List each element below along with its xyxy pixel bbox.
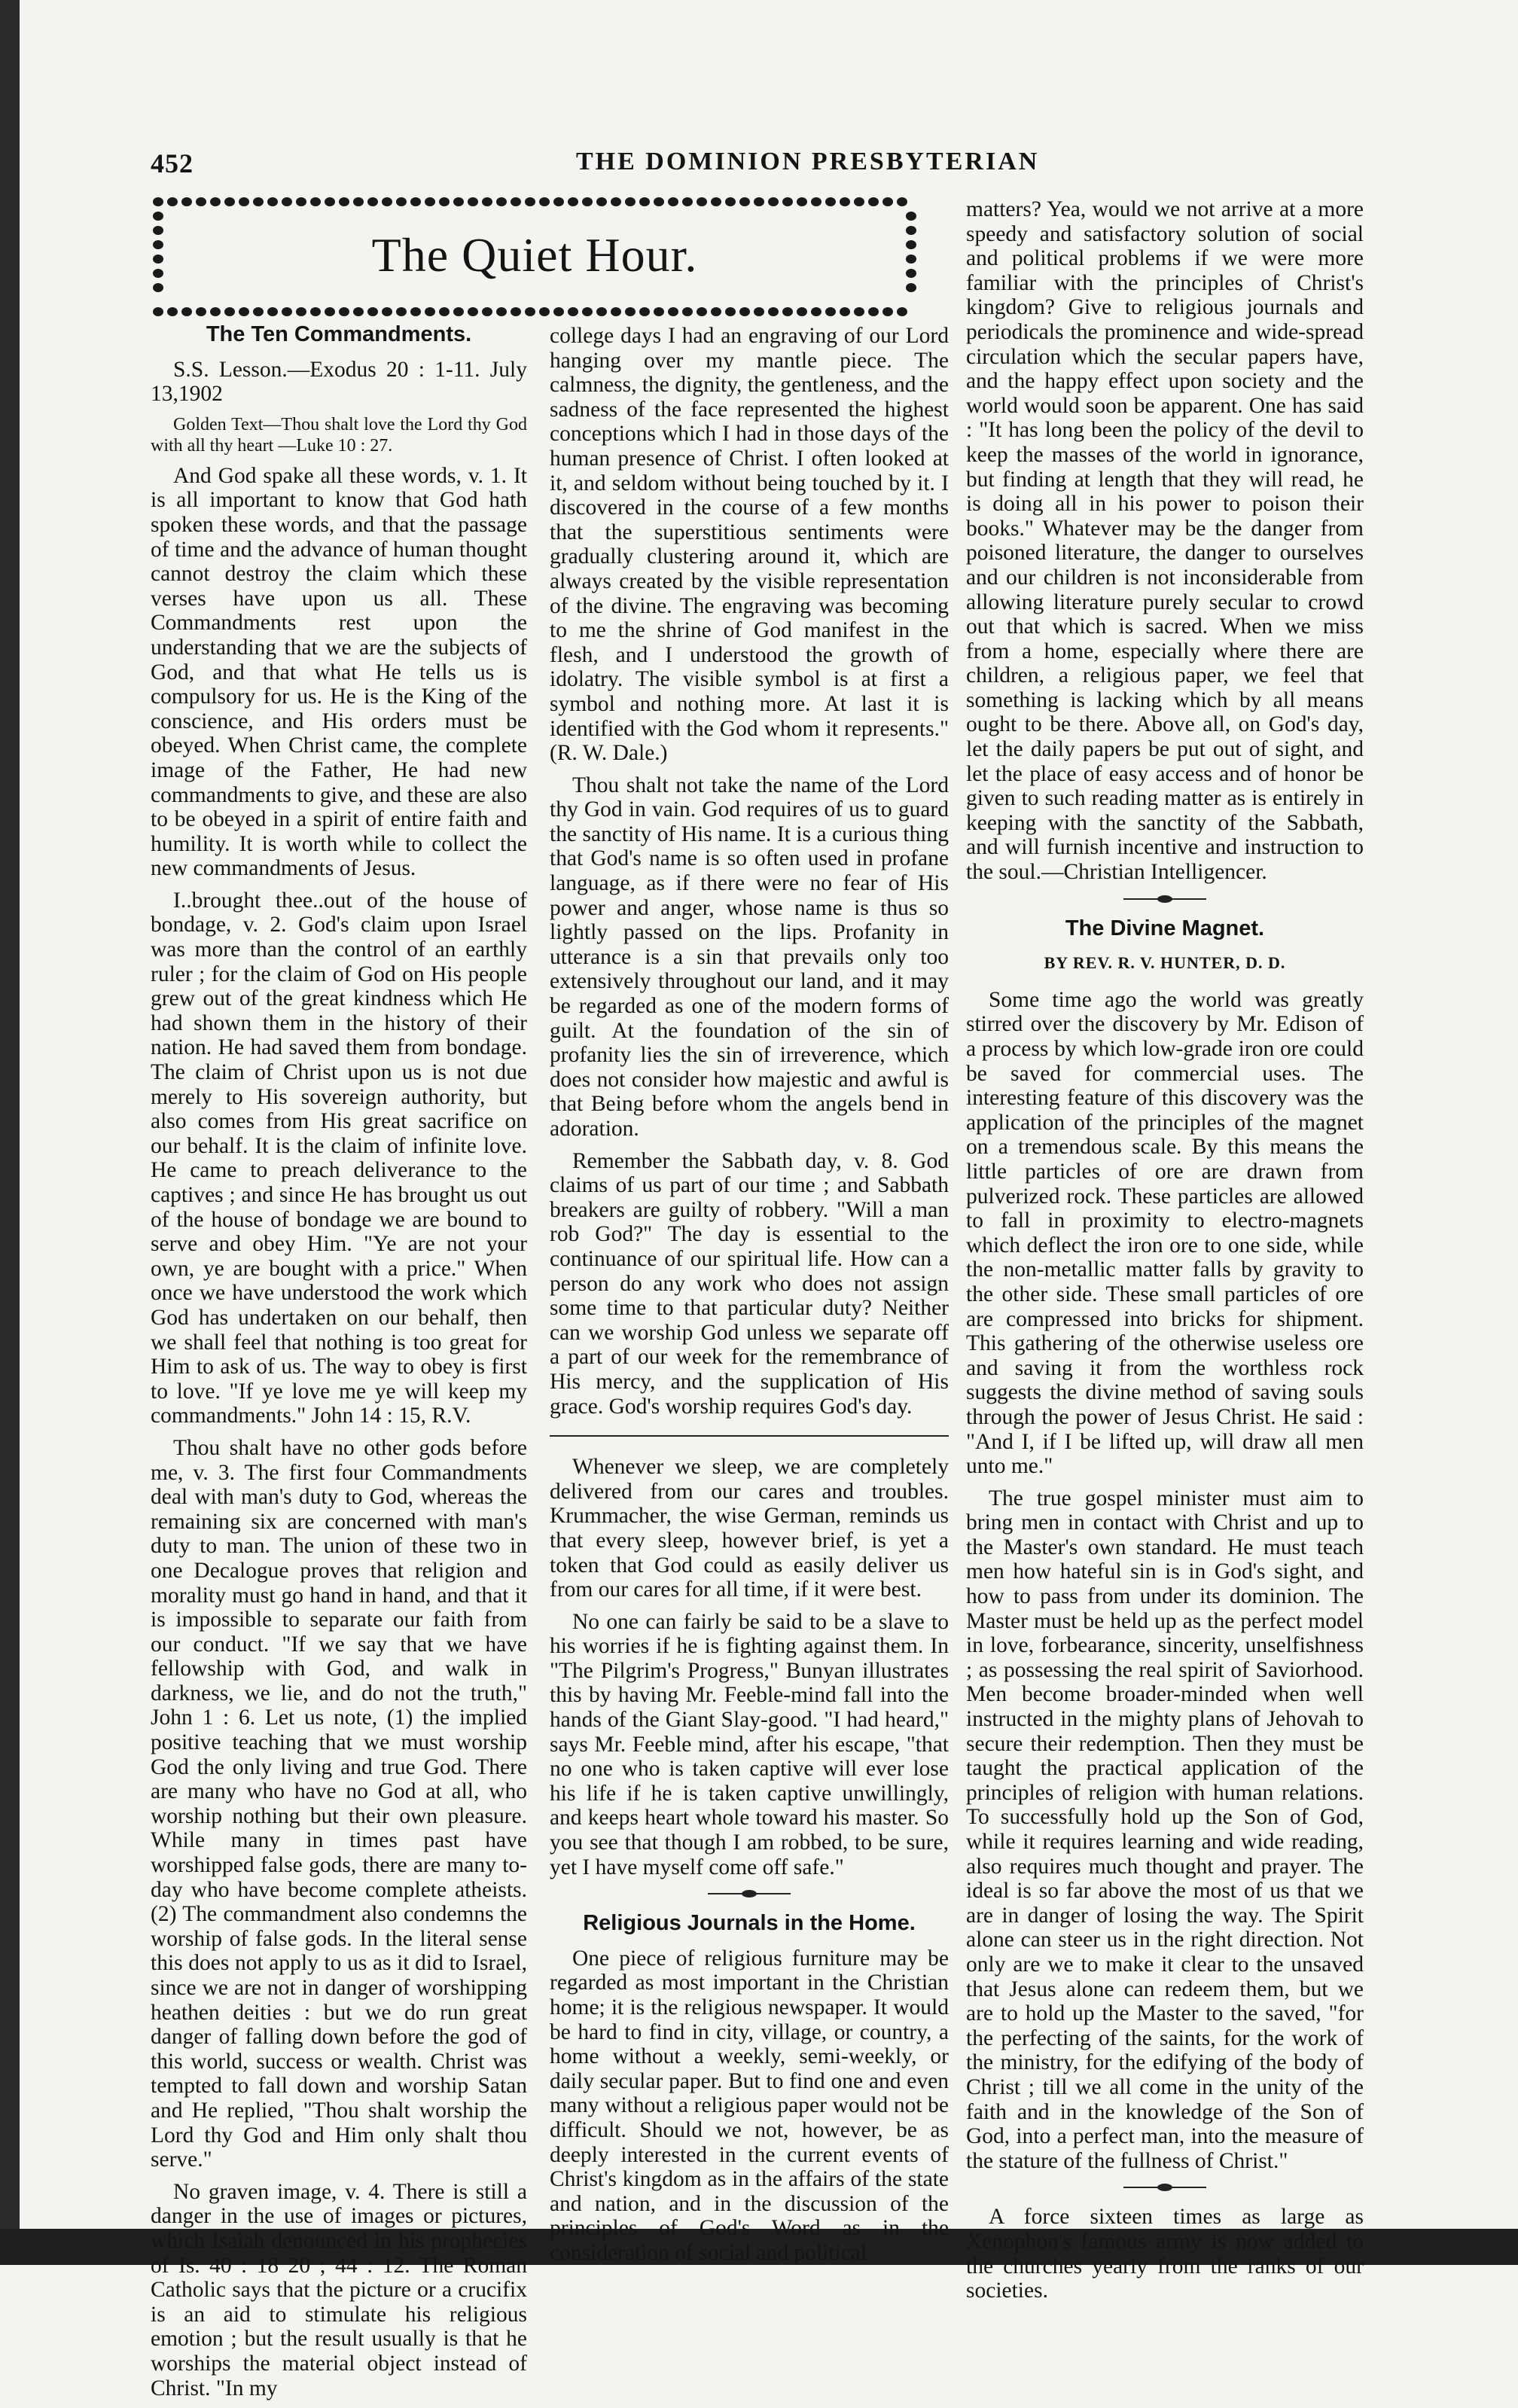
border-dot xyxy=(167,197,178,206)
border-dot xyxy=(711,307,721,316)
border-dot xyxy=(468,197,478,206)
border-dot xyxy=(654,307,664,316)
border-dot xyxy=(682,197,693,206)
border-dot xyxy=(453,197,464,206)
border-dot xyxy=(782,197,793,206)
border-dot xyxy=(496,307,507,316)
border-dot xyxy=(482,197,492,206)
article-title-divine-magnet: The Divine Magnet. xyxy=(1065,916,1265,940)
border-dot xyxy=(882,197,893,206)
border-dot xyxy=(754,307,764,316)
border-dot xyxy=(739,197,750,206)
border-dot xyxy=(682,307,693,316)
border-dot xyxy=(539,197,550,206)
border-dot xyxy=(167,307,178,316)
border-dot xyxy=(353,307,364,316)
border-dot xyxy=(224,197,235,206)
border-dot xyxy=(224,307,235,316)
border-dot xyxy=(906,212,916,221)
border-dot xyxy=(596,197,607,206)
border-dot xyxy=(854,307,864,316)
border-dot xyxy=(253,197,264,206)
golden-text: Golden Text—Thou shalt love the Lord thy God with all thy heart —Luke 10 : 27. xyxy=(151,414,527,456)
border-dot xyxy=(639,307,650,316)
border-dot xyxy=(668,307,678,316)
paragraph: Remember the Sabbath day, v. 8. God claims of us part of our time ; and Sabbath breakers are guilty of robbery. "Will a man rob God?" The day is essential to the continuance of our spiritual life. How can a person do any work who does not assign some time to that particular duty? Neither can we worship God unless we separate off a part of our week for the remembrance of His mercy, and the supplication of His grace. God's worship requires God's day. xyxy=(550,1148,949,1419)
border-dot xyxy=(625,307,636,316)
border-dot xyxy=(739,307,750,316)
border-dot xyxy=(367,307,378,316)
border-dot xyxy=(725,197,736,206)
border-dot xyxy=(153,307,163,316)
border-dot xyxy=(210,197,221,206)
border-dot xyxy=(797,307,807,316)
border-dot xyxy=(897,307,907,316)
border-dot xyxy=(553,307,564,316)
paragraph: The true gospel minister must aim to bring men in contact with Christ and up to the Master's own standard. He must teach men how hateful sin is in God's sight, and how to pass from under its dominion. The Master must be held up as the perfect model in love, forbearance, sincerity, unselfishness ; as possessing the real spirit of Saviorhood. Men become broader-minded when well instructed in the mighty plans of Jehovah to secure their redemption. Then they must be taught the practical application of the principles of religion with human relations. To successfully hold up the Son of God, while it requires learning and wide reading, also requires much thought and prayer. The ideal is so far above the most of us that we are in danger of losing the way. The Spirit alone can steer us in the right direction. Not only are we to make it clear to the unsaved that Jesus alone can redeem them, but we are to hold up the Master to the saved, "for the perfecting of the saints, for the work of the ministry, for the edifying of the body of Christ ; till we all come in the unity of the faith and in the knowledge of the Son of God, into a perfect man, into the measure of the stature of the fullness of Christ." xyxy=(966,1486,1364,2173)
border-dot xyxy=(525,307,535,316)
border-dot xyxy=(496,197,507,206)
border-dot xyxy=(453,307,464,316)
border-dot xyxy=(239,197,249,206)
column-left xyxy=(151,318,527,2408)
page-number: 452 xyxy=(151,148,194,178)
article-title-ten-commandments: The Ten Commandments. xyxy=(206,322,472,346)
border-dot xyxy=(840,197,850,206)
ornament-separator xyxy=(1123,2182,1206,2193)
border-dot xyxy=(596,307,607,316)
border-dot xyxy=(367,197,378,206)
border-dot xyxy=(210,307,221,316)
paragraph: college days I had an engraving of our Lord hanging over my mantle piece. The calmness, the dignity, the gentleness, and the sadness of the face represented the highest conceptions which I had in those days of the human presence of Christ. I often looked at it, and seldom without being touched by it. I discovered in the course of a few months that the superstitious sentiments were gradually clustering around it, which are always created by the visible representation of the divine. The engraving was becoming to me the shrine of God manifest in the flesh, and I understood the growth of idolatry. The visible symbol is at first a symbol and nothing more. At last it is identified with the God whom it represents." (R. W. Dale.) xyxy=(550,324,949,766)
border-dot xyxy=(153,197,163,206)
ornament-separator xyxy=(708,1888,791,1899)
border-dot xyxy=(539,307,550,316)
border-dot xyxy=(296,197,306,206)
border-dot xyxy=(196,197,206,206)
border-dot xyxy=(525,197,535,206)
border-dot xyxy=(768,197,779,206)
border-dot xyxy=(353,197,364,206)
border-dot xyxy=(239,307,249,316)
paragraph: matters? Yea, would we not arrive at a more speedy and satisfactory solution of social and political problems if we were more familiar with the principles of Christ's kingdom? Give to religious journals and periodicals the prominence and wide-spread circulation which the secular papers have, and the happy effect upon society and the world would soon be apparent. One has said : "It has long been the policy of the devil to keep the masses of the world in ignorance, but finding at length that they will read, he is doing all in his power to poison their books." Whatever may be the danger from poisoned literature, the danger to ourselves and our children is not inconsiderable from allowing literature purely secular to crowd out that which is sacred. When we miss from a home, especially where there are children, a religious paper, we feel that something is lacking which by all means ought to be there. Above all, on God's day, let the daily papers be put out of sight, and let the place of easy access and of honor be given to such reading matter as is entirely in keeping with the sanctity of the Sabbath, and will furnish incentive and instruction to the soul.—Christian Intelligencer. xyxy=(966,197,1364,885)
border-dot xyxy=(282,197,292,206)
border-dot xyxy=(782,307,793,316)
border-dot xyxy=(439,197,450,206)
column-middle xyxy=(550,324,949,2273)
border-dot xyxy=(711,197,721,206)
border-dot xyxy=(854,197,864,206)
border-dot xyxy=(267,197,278,206)
border-dot xyxy=(511,307,521,316)
border-dot xyxy=(906,283,916,292)
border-dot xyxy=(153,212,163,221)
border-dot xyxy=(339,197,349,206)
border-dot xyxy=(582,197,593,206)
border-dot xyxy=(253,307,264,316)
border-dot xyxy=(410,197,421,206)
section-title: The Quiet Hour. xyxy=(371,228,698,282)
border-dot xyxy=(181,197,192,206)
byline: BY REV. R. V. HUNTER, D. D. xyxy=(1044,953,1286,973)
border-dot xyxy=(611,197,621,206)
paragraph: Thou shalt have no other gods before me, v. 3. The first four Commandments deal with man's duty to God, whereas the remaining six are concerned with man's duty to man. The union of these two in one Decalogue proves that religion and morality must go hand in hand, and that it is impossible to separate our faith from our conduct. "If we say that we have fellowship with God, and walk in darkness, we lie, and do not the truth," John 1 : 6. Let us note, (1) the implied positive teaching that we must worship God the only living and true God. There are many who have no God at all, who worship nothing but their own pleasure. While many in times past have worshipped false gods, there are many to-day who have become complete atheists. (2) The commandment also condemns the worship of false gods. In the literal sense this does not apply to us as it did to Israel, since we are not in danger of worshipping heathen deities : but we do run great danger of falling down before the god of this world, success or wealth. Christ was tempted to fall down and worship Satan and He replied, "Thou shalt worship the Lord thy God and Him only shalt thou serve." xyxy=(151,1435,527,2172)
paragraph: Thou shalt not take the name of the Lord thy God in vain. God requires of us to guard the sanctity of His name. It is a curious thing that God's name is so often used in profane language, as if there were no fear of His power and anger, whose name is thus so lightly passed on the lips. Profanity in utterance is a sin that prevails only too extensively throughout our land, and it may be regarded as one of the modern forms of guilt. At the foundation of the sin of profanity lies the sin of irreverence, which does not consider how majestic and awful is that Being before whom the angels bend in adoration. xyxy=(550,773,949,1141)
border-dot xyxy=(868,197,879,206)
paragraph: I..brought thee..out of the house of bondage, v. 2. God's claim upon Israel was more than the control of an earthly ruler ; for the claim of God on His people grew out of the great kindness which He had shown them in the history of their nation. He had saved them from bondage. The claim of Christ upon us is not due merely to His sovereign authority, but also comes from His great sacrifice on our behalf. It is the claim of infinite love. He came to preach deliverance to the captives ; and since He has brought us out of the house of bondage we are bound to serve and obey Him. "Ye are not your own, ye are bought with a price." When once we have understood the work which God has undertaken on our behalf, then we shall feel that nothing is too great for Him to ask of us. The way to obey is first to love. "If ye love me ye will keep my commandments." John 14 : 15, R.V. xyxy=(151,888,527,1428)
border-dot xyxy=(882,307,893,316)
border-dot xyxy=(697,197,707,206)
border-dot xyxy=(396,307,407,316)
paragraph: No one can fairly be said to be a slave to his worries if he is fighting against them. In "The Pilgrim's Progress," Bunyan illustrates this by having Mr. Feeble-mind fall into the hands of the Giant Slay-good. "I had heard," says Mr. Feeble mind, after his escape, "that no one who is taken captive will ever lose his life if he is taken captive unwillingly, and keeps heart whole toward his master. So you see that though I am robbed, to be sure, yet I have myself come off safe." xyxy=(550,1609,949,1879)
border-dot xyxy=(196,307,206,316)
border-dot xyxy=(439,307,450,316)
paragraph: No graven image, v. 4. There is still a danger in the use of images or pictures, which Isaiah denounced in his prophecies of Is. 40 : 18 20 ; 44 : 12. The Roman Catholic says that the picture or a crucifix is an aid to stimulate his religious emotion ; but the result usually is that he worships the material object instead of Christ. "In my xyxy=(151,2179,527,2400)
horizontal-rule xyxy=(550,1435,949,1437)
border-dot xyxy=(754,197,764,206)
border-dot xyxy=(267,307,278,316)
border-dot xyxy=(797,197,807,206)
border-dot xyxy=(639,197,650,206)
border-dot xyxy=(325,307,335,316)
paragraph: One piece of religious furniture may be regarded as most important in the Christian home; it is the religious newspaper. It would be hard to find in city, village, or country, a home without a weekly, semi-weekly, or daily secular paper. But to find one and even many without a religious paper would not be difficult. Should we not, however, be as deeply interested in the current events of Christ's kingdom as in the affairs of the state and nation, and in the discussion of the principles of God's Word as in the consideration of social and political xyxy=(550,1946,949,2265)
paragraph: A force sixteen times as large as Xenophon's famous army is now added to the churches yearly from the ranks of our societies. xyxy=(966,2205,1364,2303)
paragraph: Whenever we sleep, we are completely delivered from our cares and troubles. Krummacher, the wise German, reminds us that every sleep, however brief, is yet a token that God could as easily deliver us from our cares for all time, if it were best. xyxy=(550,1455,949,1602)
border-dot xyxy=(425,307,435,316)
border-dot xyxy=(768,307,779,316)
border-dot xyxy=(811,307,821,316)
border-dot xyxy=(811,197,821,206)
border-dot xyxy=(310,197,321,206)
border-dot xyxy=(697,307,707,316)
border-dot xyxy=(382,307,392,316)
border-dot xyxy=(425,197,435,206)
border-dot xyxy=(296,307,306,316)
border-dot xyxy=(825,307,836,316)
border-dot xyxy=(725,307,736,316)
border-dot xyxy=(325,197,335,206)
border-dot xyxy=(611,307,621,316)
border-dot xyxy=(553,197,564,206)
border-dot xyxy=(568,307,578,316)
border-dot xyxy=(382,197,392,206)
border-dot xyxy=(654,197,664,206)
border-dot xyxy=(282,307,292,316)
border-dot xyxy=(482,307,492,316)
border-dot xyxy=(153,283,163,292)
border-dot xyxy=(568,197,578,206)
border-dot xyxy=(339,307,349,316)
border-dot xyxy=(668,197,678,206)
paragraph: And God spake all these words, v. 1. It is all important to know that God hath spoken these words, and that the passage of time and the advance of human thought cannot destroy the claim which these verses have upon us all. These Commandments rest upon the understanding that we are the subjects of God, and that what He tells us is compulsory for us. He is the King of the conscience, and His orders must be obeyed. When Christ came, the complete image of the Father, He had new commandments to give, and these are also to be obeyed in a spirit of entire faith and humility. It is worth while to collect the new commandments of Jesus. xyxy=(151,463,527,881)
border-dot xyxy=(825,197,836,206)
journal-title: THE DOMINION PRESBYTERIAN xyxy=(576,148,1040,175)
column-right xyxy=(966,197,1364,2311)
border-dot xyxy=(897,197,907,206)
running-head xyxy=(151,148,1370,185)
ornament-separator xyxy=(1123,894,1206,904)
border-dot xyxy=(625,197,636,206)
border-dot xyxy=(396,197,407,206)
border-dot xyxy=(582,307,593,316)
paragraph: Some time ago the world was greatly stirred over the discovery by Mr. Edison of a process by which low-grade iron ore could be saved for commercial uses. The interesting feature of this discovery was the application of the principles of the magnet on a tremendous scale. By this means the little particles of ore are drawn from pulverized rock. These particles are allowed to fall in proximity to electro-magnets which deflect the iron ore to one side, while the non-metallic matter falls by gravity to the other side. These small particles of ore are compressed into bricks for shipment. This gathering of the otherwise useless ore and saving it from the worthless rock suggests the divine method of saving souls through the power of Jesus Christ. He said : "And I, if I be lifted up, will draw all men unto me." xyxy=(966,987,1364,1479)
scan-edge-left xyxy=(0,0,20,2265)
section-title-box xyxy=(151,194,919,319)
border-dot xyxy=(468,307,478,316)
border-dot xyxy=(181,307,192,316)
border-dot xyxy=(840,307,850,316)
border-dot xyxy=(868,307,879,316)
border-dot xyxy=(511,197,521,206)
border-dot xyxy=(310,307,321,316)
lesson-reference: S.S. Lesson.—Exodus 20 : 1-11. July 13,1902 xyxy=(151,357,527,407)
article-title-religious-journals: Religious Journals in the Home. xyxy=(583,1911,916,1936)
border-dot xyxy=(410,307,421,316)
